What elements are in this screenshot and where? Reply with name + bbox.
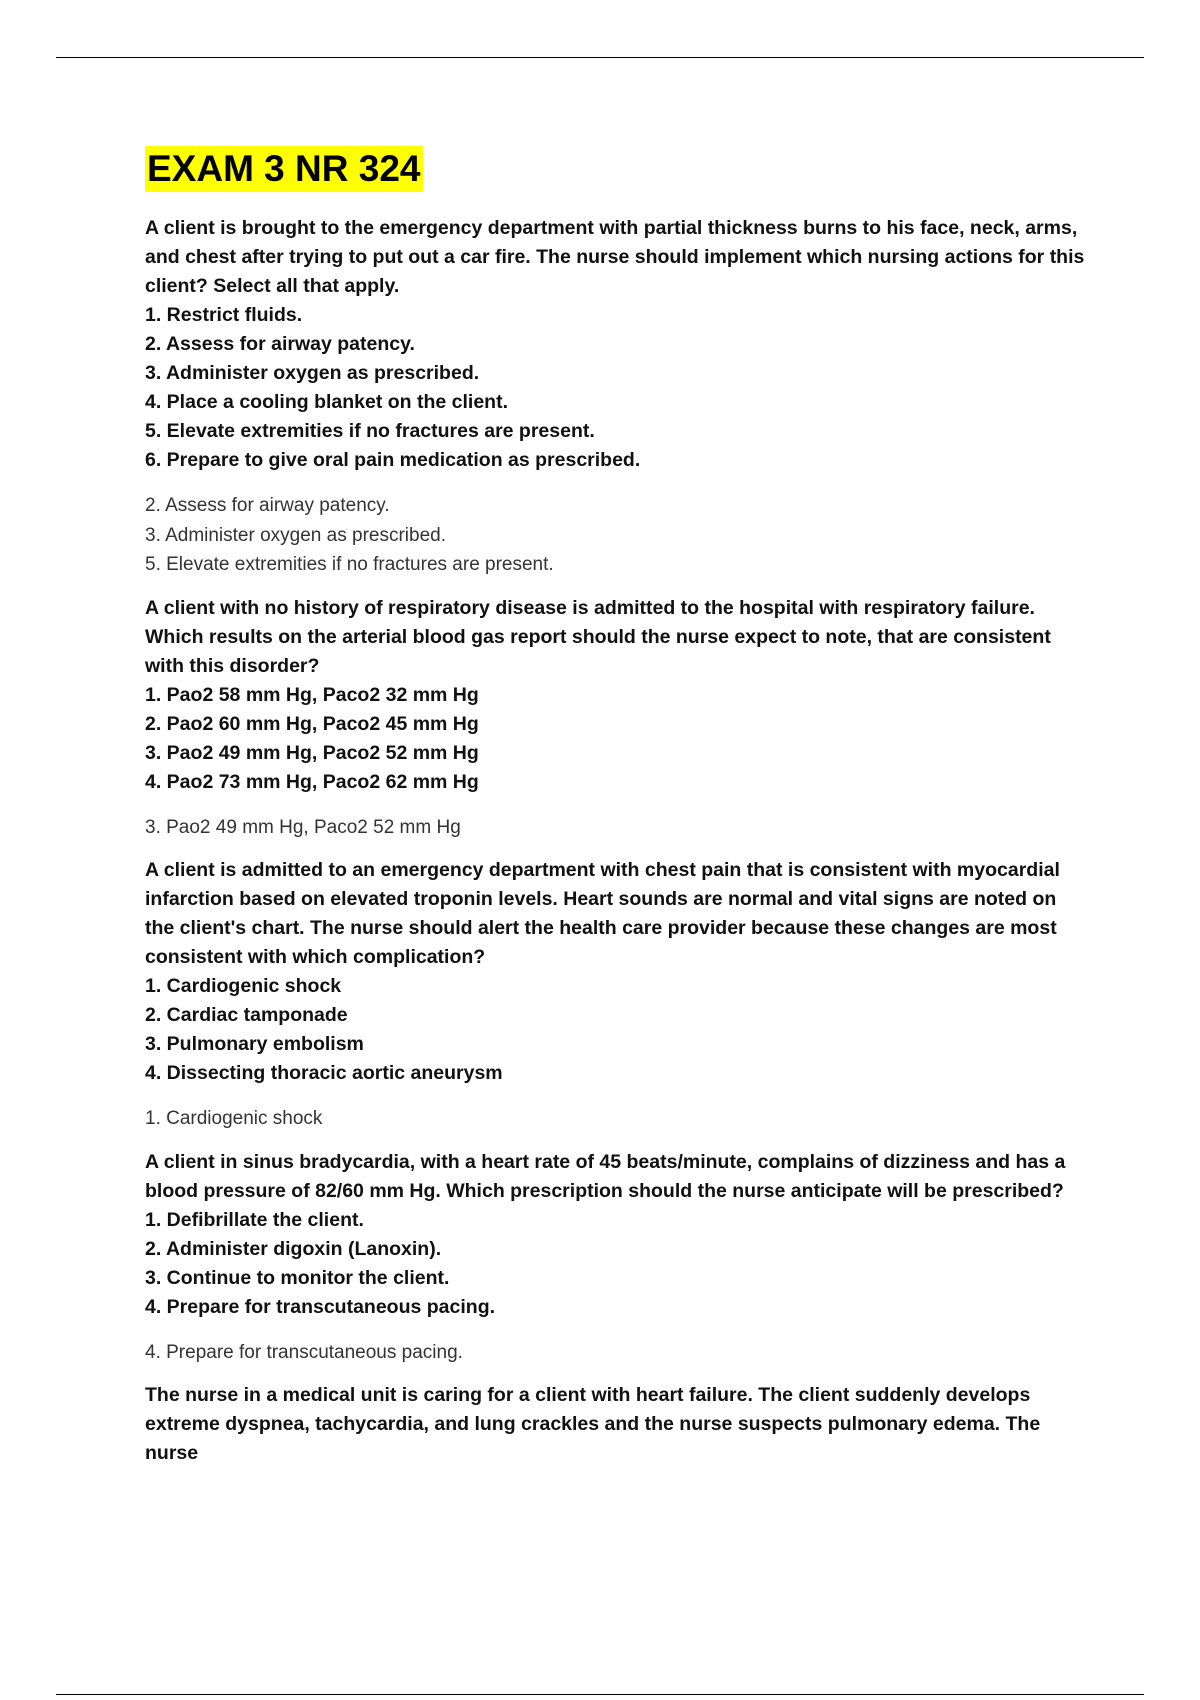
answer-item: 1. Cardiogenic shock (145, 1108, 323, 1129)
option-item: 2. Pao2 60 mm Hg, Paco2 45 mm Hg (145, 712, 479, 735)
option-item: 2. Cardiac tamponade (145, 1004, 348, 1026)
answer-item: 4. Prepare for transcutaneous pacing. (145, 1341, 463, 1363)
option-item: 1. Cardiogenic shock (145, 975, 342, 997)
option-list (145, 972, 1090, 1088)
option-item: 3. Continue to monitor the client. (145, 1266, 450, 1289)
option-item: 6. Prepare to give oral pain medication as prescribed. (145, 449, 641, 471)
option-list (145, 301, 1090, 475)
option-item: 4. Prepare for transcutaneous pacing. (145, 1295, 496, 1318)
bottom-rule (56, 1694, 1144, 1695)
option-item: 3. Pao2 49 mm Hg, Paco2 52 mm Hg (145, 741, 479, 764)
question-block (145, 214, 1090, 580)
option-item: 1. Pao2 58 mm Hg, Paco2 32 mm Hg (145, 683, 479, 706)
answer-list (145, 1338, 1090, 1368)
question-text: A client is admitted to an emergency department with chest pain that is consistent with myocardial infarction based on elevated troponin levels. Heart sounds are normal and vital signs are noted on the client's chart. The nurse should alert the health care provider because these changes are most consistent with which complication? (145, 859, 1060, 968)
option-item: 3. Administer oxygen as prescribed. (145, 362, 480, 384)
answer-item: 2. Assess for airway patency. (145, 495, 390, 516)
option-item: 4. Pao2 73 mm Hg, Paco2 62 mm Hg (145, 770, 479, 793)
option-item: 5. Elevate extremities if no fractures are present. (145, 420, 595, 442)
answer-list (145, 491, 1090, 580)
answer-list (145, 813, 1090, 843)
option-list (145, 1206, 1090, 1322)
question-block (145, 1148, 1090, 1368)
option-item: 3. Pulmonary embolism (145, 1033, 364, 1055)
question-text: A client is brought to the emergency department with partial thickness burns to his face, neck, arms, and chest after trying to put out a car fire. The nurse should implement which nursing actions for this client? Select all that apply. (145, 217, 1085, 297)
question-text: The nurse in a medical unit is caring for a client with heart failure. The client suddenly develops extreme dyspnea, tachycardia, and lung crackles and the nurse suspects pulmonary edema. The nurse (145, 1384, 1041, 1464)
option-list (145, 681, 1090, 797)
question-block (145, 856, 1090, 1134)
answer-item: 3. Pao2 49 mm Hg, Paco2 52 mm Hg (145, 816, 461, 838)
option-item: 2. Administer digoxin (Lanoxin). (145, 1237, 442, 1260)
option-item: 1. Restrict fluids. (145, 304, 303, 326)
answer-item: 3. Administer oxygen as prescribed. (145, 524, 446, 546)
question-block (145, 1381, 1090, 1468)
question-text: A client with no history of respiratory disease is admitted to the hospital with respiratory failure. Which results on the arterial blood gas report should the nurse expect to note, that are consistent with this disorder? (145, 596, 1051, 677)
question-block (145, 594, 1090, 843)
question-list (145, 214, 1090, 1468)
option-item: 1. Defibrillate the client. (145, 1208, 364, 1231)
document-body (145, 146, 1090, 1468)
option-item: 4. Dissecting thoracic aortic aneurysm (145, 1062, 503, 1084)
answer-list (145, 1104, 1090, 1134)
answer-item: 5. Elevate extremities if no fractures are present. (145, 554, 554, 575)
option-item: 4. Place a cooling blanket on the client. (145, 391, 509, 413)
option-item: 2. Assess for airway patency. (145, 333, 415, 355)
document-title: EXAM 3 NR 324 (145, 146, 423, 192)
question-text: A client in sinus bradycardia, with a heart rate of 45 beats/minute, complains of dizziness and has a blood pressure of 82/60 mm Hg. Which prescription should the nurse anticipate will be prescribed? (145, 1150, 1066, 1202)
top-rule (56, 57, 1144, 58)
